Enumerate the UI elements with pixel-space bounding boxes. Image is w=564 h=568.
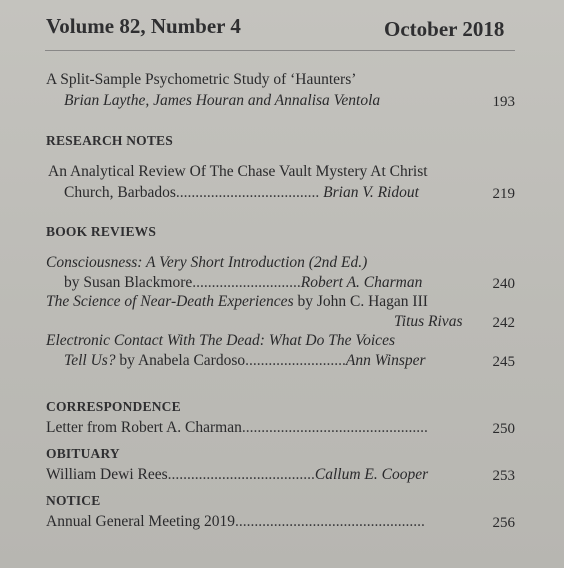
section-heading-notice: NOTICE [46, 493, 101, 508]
review-byline: by Susan Blackmore............................Robert A. Charman [64, 274, 423, 291]
research-note-title-cont: Church, Barbados..................................... Brian V. Ridout [64, 184, 419, 201]
research-note-title: An Analytical Review Of The Chase Vault Mystery At Christ [48, 163, 428, 180]
review-page: 242 [492, 315, 515, 331]
section-heading-research-notes: RESEARCH NOTES [46, 133, 173, 148]
research-note-page: 219 [492, 186, 515, 202]
obituary-page: 253 [492, 468, 515, 484]
review-byline: by John C. Hagan III [297, 293, 428, 310]
article-page: 193 [492, 94, 515, 110]
review-reviewer: Robert A. Charman [300, 274, 423, 291]
obituary-entry: William Dewi Rees......................................Callum E. Cooper [46, 466, 429, 483]
review-reviewer: Ann Winsper [345, 352, 426, 369]
review-title: Consciousness: A Very Short Introduction (2nd Ed.) [46, 254, 368, 271]
section-heading-correspondence: CORRESPONDENCE [46, 399, 181, 414]
review-page: 245 [492, 354, 515, 370]
research-note-author: Brian V. Ridout [323, 184, 419, 201]
section-heading-book-reviews: BOOK REVIEWS [46, 224, 157, 239]
obituary-author: Callum E. Cooper [314, 466, 429, 483]
correspondence-entry: Letter from Robert A. Charman................................................ [46, 419, 428, 436]
volume-number: Volume 82, Number 4 [46, 14, 241, 38]
notice-page: 256 [492, 515, 515, 531]
article-title: A Split-Sample Psychometric Study of ‘Haunters’ [46, 71, 357, 88]
review-byline: Tell Us? by Anabela Cardoso..........................Ann Winsper [64, 352, 426, 369]
review-title: The Science of Near-Death Experiences [46, 293, 294, 310]
notice-entry: Annual General Meeting 2019................................................. [46, 513, 425, 530]
section-heading-obituary: OBITUARY [46, 446, 120, 461]
review-title-line [46, 293, 428, 311]
correspondence-page: 250 [492, 421, 515, 437]
issue-date: October 2018 [384, 17, 505, 41]
article-authors: Brian Laythe, James Houran and Annalisa Ventola [64, 92, 381, 109]
review-page: 240 [492, 276, 515, 292]
header-divider [45, 50, 515, 51]
review-reviewer: Titus Rivas [394, 313, 463, 330]
review-title: Electronic Contact With The Dead: What Do The Voices [46, 332, 395, 349]
